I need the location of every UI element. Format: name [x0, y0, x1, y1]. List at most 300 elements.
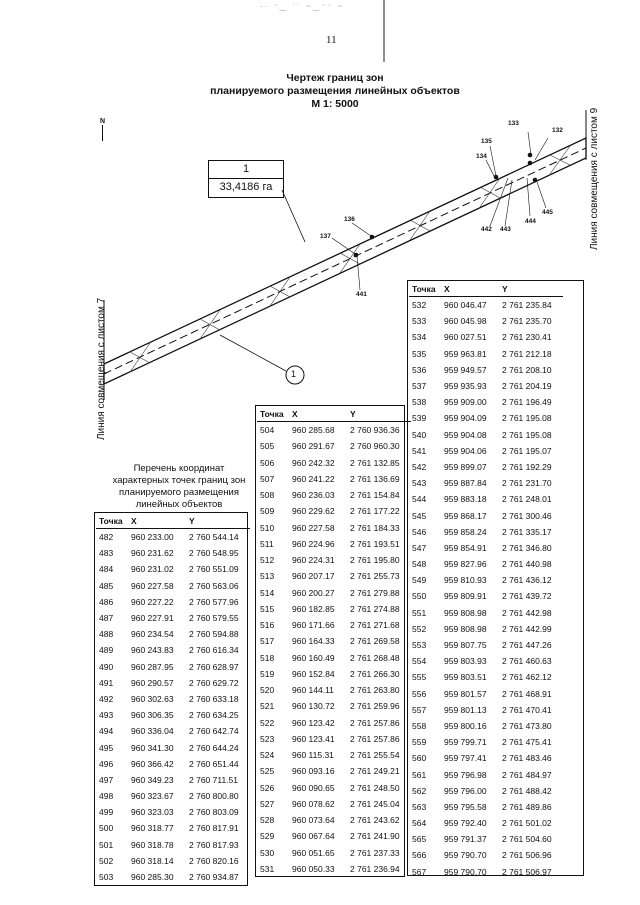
y-cell: 2 761 442.98	[502, 607, 552, 618]
y-cell: 2 761 346.80	[502, 542, 552, 553]
point-cell: 564	[412, 818, 427, 829]
point-label: 134	[476, 153, 487, 160]
point-cell: 506	[260, 457, 275, 468]
table-row	[409, 524, 563, 540]
x-cell: 959 810.93	[444, 575, 487, 586]
x-cell: 959 883.18	[444, 494, 487, 505]
zone-marker-label: 1	[291, 369, 297, 379]
table-row	[257, 487, 411, 503]
y-cell: 2 761 248.01	[502, 494, 552, 505]
point-cell: 482	[99, 532, 114, 543]
point-cell: 532	[412, 300, 427, 311]
boundary-points	[354, 153, 538, 258]
point-cell: 521	[260, 701, 275, 712]
x-cell: 960 323.67	[131, 791, 174, 802]
y-cell: 2 761 263.80	[350, 685, 400, 696]
table-row	[409, 394, 563, 410]
point-cell: 545	[412, 510, 427, 521]
table-row	[409, 831, 563, 847]
list-title-line: Перечень координат	[133, 463, 225, 474]
table-row	[96, 626, 250, 642]
y-cell: 2 761 195.08	[502, 413, 552, 424]
x-cell: 959 827.96	[444, 559, 487, 570]
y-cell: 2 761 483.46	[502, 753, 552, 764]
y-cell: 2 760 960.30	[350, 441, 400, 452]
point-cell: 563	[412, 801, 427, 812]
x-cell: 959 909.00	[444, 397, 487, 408]
table-row	[257, 682, 411, 698]
table-row	[257, 633, 411, 649]
x-cell: 960 291.67	[292, 441, 335, 452]
x-cell: 960 224.96	[292, 538, 335, 549]
point-cell: 534	[412, 332, 427, 343]
x-cell: 959 807.75	[444, 640, 487, 651]
x-cell: 960 229.62	[292, 506, 335, 517]
x-cell: 960 160.49	[292, 652, 335, 663]
x-cell: 959 790.70	[444, 850, 487, 861]
table-row	[409, 702, 563, 718]
x-cell: 959 887.84	[444, 478, 487, 489]
point-cell: 546	[412, 526, 427, 537]
y-cell: 2 761 212.18	[502, 348, 552, 359]
table-row	[257, 812, 411, 828]
x-cell: 960 050.33	[292, 863, 335, 874]
table-row	[409, 346, 563, 362]
point-label: 136	[344, 216, 355, 223]
list-title-line: планируемого размещения	[119, 487, 239, 498]
x-cell: 960 227.58	[292, 522, 335, 533]
point-cell: 541	[412, 445, 427, 456]
x-cell: 959 809.91	[444, 591, 487, 602]
x-cell: 959 868.17	[444, 510, 487, 521]
y-cell: 2 761 440.98	[502, 559, 552, 570]
point-cell: 554	[412, 656, 427, 667]
x-cell: 960 242.32	[292, 457, 335, 468]
table-row	[409, 297, 563, 314]
point-cell: 489	[99, 645, 114, 656]
x-cell: 960 227.58	[131, 580, 174, 591]
point-cell: 520	[260, 685, 275, 696]
x-cell: 960 227.91	[131, 613, 174, 624]
x-cell: 960 241.22	[292, 473, 335, 484]
x-cell: 960 318.77	[131, 823, 174, 834]
point-cell: 517	[260, 636, 275, 647]
table-row	[257, 438, 411, 454]
x-cell: 960 336.04	[131, 726, 174, 737]
y-cell: 2 761 439.72	[502, 591, 552, 602]
header-scribble: ·· ⁻‿ ˙˙ ~‿⁻⁻ ~	[260, 2, 345, 11]
table-row	[409, 750, 563, 766]
x-cell: 960 090.65	[292, 782, 335, 793]
x-cell: 960 200.27	[292, 587, 335, 598]
point-cell: 509	[260, 506, 275, 517]
x-cell: 959 808.98	[444, 607, 487, 618]
table-row	[96, 529, 250, 546]
y-cell: 2 761 271.68	[350, 620, 400, 631]
point-label: 444	[525, 218, 536, 225]
point-cell: 502	[99, 855, 114, 866]
point-cell: 527	[260, 798, 275, 809]
point-cell: 495	[99, 742, 114, 753]
point-cell: 512	[260, 555, 275, 566]
table-row	[257, 585, 411, 601]
table-row	[409, 378, 563, 394]
table-row	[96, 642, 250, 658]
point-cell: 484	[99, 564, 114, 575]
y-cell: 2 760 594.88	[189, 629, 239, 640]
point-cell: 486	[99, 596, 114, 607]
y-cell: 2 761 470.41	[502, 704, 552, 715]
table-row	[409, 588, 563, 604]
point-cell: 488	[99, 629, 114, 640]
table-row	[409, 637, 563, 653]
point-cell: 544	[412, 494, 427, 505]
y-cell: 2 761 274.88	[350, 603, 400, 614]
y-cell: 2 761 249.21	[350, 766, 400, 777]
x-cell: 959 790.70	[444, 866, 487, 877]
x-cell: 960 144.11	[292, 685, 334, 696]
y-cell: 2 760 817.91	[189, 823, 239, 834]
y-cell: 2 761 462.12	[502, 672, 552, 683]
page-number: 11	[326, 34, 337, 46]
y-cell: 2 760 544.14	[189, 532, 239, 543]
y-cell: 2 761 235.84	[502, 300, 552, 311]
table-row	[409, 734, 563, 750]
x-cell: 959 801.57	[444, 688, 487, 699]
y-cell: 2 760 803.09	[189, 807, 239, 818]
y-cell: 2 761 484.97	[502, 769, 552, 780]
table-row	[257, 845, 411, 861]
y-cell: 2 761 241.90	[350, 831, 400, 842]
table-row	[409, 572, 563, 588]
y-cell: 2 761 447.26	[502, 640, 552, 651]
y-cell: 2 761 204.19	[502, 381, 552, 392]
table-row	[409, 783, 563, 799]
y-cell: 2 761 196.49	[502, 397, 552, 408]
col-x-header: X	[441, 282, 499, 297]
y-cell: 2 760 548.95	[189, 548, 239, 559]
y-cell: 2 761 268.48	[350, 652, 400, 663]
point-cell: 548	[412, 559, 427, 570]
table-row	[257, 828, 411, 844]
table-row	[96, 610, 250, 626]
point-cell: 562	[412, 785, 427, 796]
table-row	[409, 427, 563, 443]
y-cell: 2 760 633.18	[189, 693, 239, 704]
point-cell: 487	[99, 613, 114, 624]
y-cell: 2 761 195.07	[502, 445, 552, 456]
point-cell: 483	[99, 548, 114, 559]
point-cell: 558	[412, 720, 427, 731]
x-cell: 960 233.00	[131, 532, 174, 543]
x-cell: 960 130.72	[292, 701, 335, 712]
x-cell: 959 803.51	[444, 672, 487, 683]
table-row	[409, 507, 563, 523]
col-point-header: Точка	[257, 407, 289, 422]
y-cell: 2 761 248.50	[350, 782, 400, 793]
point-cell: 511	[260, 538, 274, 549]
y-cell: 2 761 243.62	[350, 815, 400, 826]
point-cell: 539	[412, 413, 427, 424]
point-cell: 550	[412, 591, 427, 602]
x-cell: 960 231.62	[131, 548, 174, 559]
x-cell: 960 123.42	[292, 717, 335, 728]
x-cell: 959 904.06	[444, 445, 487, 456]
point-cell: 560	[412, 753, 427, 764]
point-cell: 490	[99, 661, 114, 672]
y-cell: 2 761 237.33	[350, 847, 400, 858]
table-row	[96, 723, 250, 739]
x-cell: 959 799.71	[444, 737, 487, 748]
table-row	[96, 578, 250, 594]
point-cell: 561	[412, 769, 427, 780]
match-line-label-left: Линия совмещения с листом 7	[96, 297, 107, 440]
y-cell: 2 761 257.86	[350, 717, 400, 728]
point-cell: 494	[99, 726, 114, 737]
x-cell: 960 306.35	[131, 710, 174, 721]
point-cell: 503	[99, 872, 114, 883]
y-cell: 2 760 563.06	[189, 580, 239, 591]
y-cell: 2 761 195.80	[350, 555, 400, 566]
x-cell: 960 051.65	[292, 847, 335, 858]
point-leaders	[332, 132, 548, 290]
point-cell: 536	[412, 364, 427, 375]
y-cell: 2 761 208.10	[502, 364, 552, 375]
x-cell: 959 796.98	[444, 769, 487, 780]
table-row	[96, 594, 250, 610]
x-cell: 959 795.58	[444, 801, 487, 812]
x-cell: 960 236.03	[292, 490, 335, 501]
point-cell: 526	[260, 782, 275, 793]
point-cell: 543	[412, 478, 427, 489]
point-cell: 529	[260, 831, 275, 842]
point-cell: 542	[412, 461, 427, 472]
point-cell: 496	[99, 758, 114, 769]
y-cell: 2 761 136.69	[350, 473, 400, 484]
table-row	[96, 820, 250, 836]
table-row	[96, 837, 250, 853]
col-x-header: X	[128, 514, 186, 529]
x-cell: 960 285.68	[292, 425, 335, 436]
y-cell: 2 761 132.85	[350, 457, 400, 468]
table-row	[257, 861, 411, 877]
y-cell: 2 761 236.94	[350, 863, 400, 874]
y-cell: 2 760 616.34	[189, 645, 239, 656]
x-cell: 959 801.13	[444, 704, 487, 715]
table-row	[409, 621, 563, 637]
table-row	[257, 552, 411, 568]
coordinates-table-2	[257, 407, 411, 877]
table-row	[96, 707, 250, 723]
y-cell: 2 760 936.36	[350, 425, 400, 436]
point-cell: 507	[260, 473, 275, 484]
coordinates-table-3	[409, 282, 563, 880]
x-cell: 960 224.31	[292, 555, 335, 566]
y-cell: 2 761 192.29	[502, 461, 552, 472]
table-row	[409, 475, 563, 491]
table-row	[257, 780, 411, 796]
table-row	[257, 650, 411, 666]
y-cell: 2 760 934.87	[189, 872, 239, 883]
col-point-header: Точка	[409, 282, 441, 297]
table-row	[257, 503, 411, 519]
point-cell: 492	[99, 693, 114, 704]
y-cell: 2 761 442.99	[502, 623, 552, 634]
table-row	[96, 772, 250, 788]
point-cell: 514	[260, 587, 275, 598]
table-row	[257, 666, 411, 682]
y-cell: 2 761 231.70	[502, 478, 552, 489]
table-row	[409, 410, 563, 426]
x-cell: 960 207.17	[292, 571, 335, 582]
table-row	[257, 422, 411, 439]
point-cell: 530	[260, 847, 275, 858]
table-row	[96, 788, 250, 804]
x-cell: 960 234.54	[131, 629, 174, 640]
table-row	[257, 568, 411, 584]
x-cell: 959 858.24	[444, 526, 487, 537]
col-y-header: Y	[499, 282, 563, 297]
x-cell: 960 073.64	[292, 815, 335, 826]
table-row	[96, 691, 250, 707]
col-point-header: Точка	[96, 514, 128, 529]
x-cell: 960 349.23	[131, 774, 174, 785]
table-row	[409, 718, 563, 734]
y-cell: 2 760 579.55	[189, 613, 239, 624]
x-cell: 960 290.57	[131, 677, 174, 688]
table-row	[257, 601, 411, 617]
y-cell: 2 760 628.97	[189, 661, 239, 672]
y-cell: 2 761 230.41	[502, 332, 552, 343]
list-title-line: линейных объектов	[135, 499, 223, 510]
table-row	[96, 659, 250, 675]
table-row	[257, 796, 411, 812]
table-row	[96, 675, 250, 691]
point-cell: 533	[412, 316, 427, 327]
table-row	[257, 763, 411, 779]
x-cell: 960 152.84	[292, 668, 335, 679]
y-cell: 2 760 711.51	[189, 774, 238, 785]
y-cell: 2 760 629.72	[189, 677, 239, 688]
table-row	[257, 731, 411, 747]
x-cell: 960 182.85	[292, 603, 335, 614]
table-row	[409, 329, 563, 345]
match-line-label-right: Линия совмещения с листом 9	[589, 107, 600, 250]
zone-number: 1	[209, 161, 283, 179]
y-cell: 2 761 266.30	[350, 668, 400, 679]
y-cell: 2 760 551.09	[189, 564, 239, 575]
table-row	[409, 864, 563, 880]
x-cell: 959 808.98	[444, 623, 487, 634]
table-row	[257, 455, 411, 471]
x-cell: 960 078.62	[292, 798, 335, 809]
point-label: 442	[481, 226, 492, 233]
x-cell: 959 854.91	[444, 542, 487, 553]
x-cell: 959 963.81	[444, 348, 487, 359]
point-cell: 508	[260, 490, 275, 501]
point-cell: 551	[412, 607, 427, 618]
point-cell: 531	[260, 863, 275, 874]
y-cell: 2 760 820.16	[189, 855, 239, 866]
y-cell: 2 761 300.46	[502, 510, 552, 521]
point-cell: 528	[260, 815, 275, 826]
x-cell: 960 341.30	[131, 742, 174, 753]
table-row	[257, 715, 411, 731]
point-cell: 491	[99, 677, 114, 688]
table-row	[409, 799, 563, 815]
x-cell: 959 904.08	[444, 429, 487, 440]
table-row	[257, 536, 411, 552]
point-cell: 498	[99, 791, 114, 802]
y-cell: 2 761 436.12	[502, 575, 552, 586]
x-cell: 960 171.66	[292, 620, 335, 631]
coordinates-list-title	[110, 463, 248, 511]
point-cell: 538	[412, 397, 427, 408]
point-cell: 500	[99, 823, 114, 834]
table-row	[409, 847, 563, 863]
table-row	[409, 556, 563, 572]
y-cell: 2 761 245.04	[350, 798, 400, 809]
y-cell: 2 761 193.51	[350, 538, 400, 549]
point-cell: 518	[260, 652, 275, 663]
point-cell: 515	[260, 603, 275, 614]
point-label: 132	[552, 127, 563, 134]
table-row	[257, 698, 411, 714]
y-cell: 2 760 642.74	[189, 726, 239, 737]
table-row	[257, 617, 411, 633]
y-cell: 2 760 817.93	[189, 839, 239, 850]
x-cell: 959 803.93	[444, 656, 487, 667]
point-cell: 525	[260, 766, 275, 777]
point-cell: 552	[412, 623, 427, 634]
x-cell: 960 318.78	[131, 839, 174, 850]
table-row	[96, 869, 250, 885]
table-row	[96, 853, 250, 869]
table-row	[409, 459, 563, 475]
y-cell: 2 760 800.80	[189, 791, 239, 802]
point-cell: 497	[99, 774, 114, 785]
zone-area: 33,4186 га	[219, 181, 273, 193]
y-cell: 2 761 473.80	[502, 720, 552, 731]
y-cell: 2 761 279.88	[350, 587, 400, 598]
col-y-header: Y	[347, 407, 411, 422]
x-cell: 960 366.42	[131, 758, 174, 769]
x-cell: 960 115.31	[292, 750, 334, 761]
x-cell: 960 093.16	[292, 766, 335, 777]
point-label: 137	[320, 233, 331, 240]
y-cell: 2 761 269.58	[350, 636, 400, 647]
north-label: N	[100, 118, 106, 125]
table-row	[409, 540, 563, 556]
y-cell: 2 761 475.41	[502, 737, 552, 748]
table-row	[409, 313, 563, 329]
x-cell: 959 899.07	[444, 461, 487, 472]
y-cell: 2 760 634.25	[189, 710, 239, 721]
point-cell: 485	[99, 580, 114, 591]
point-cell: 557	[412, 704, 427, 715]
point-cell: 549	[412, 575, 427, 586]
area-leader-line	[282, 190, 305, 242]
x-cell: 959 949.57	[444, 364, 487, 375]
x-cell: 960 231.02	[131, 564, 174, 575]
title-line-1: Чертеж границ зон	[286, 72, 384, 84]
y-cell: 2 760 644.24	[189, 742, 239, 753]
y-cell: 2 761 184.33	[350, 522, 400, 533]
col-x-header: X	[289, 407, 347, 422]
point-label: 445	[542, 209, 553, 216]
table-row	[409, 653, 563, 669]
x-cell: 960 164.33	[292, 636, 335, 647]
